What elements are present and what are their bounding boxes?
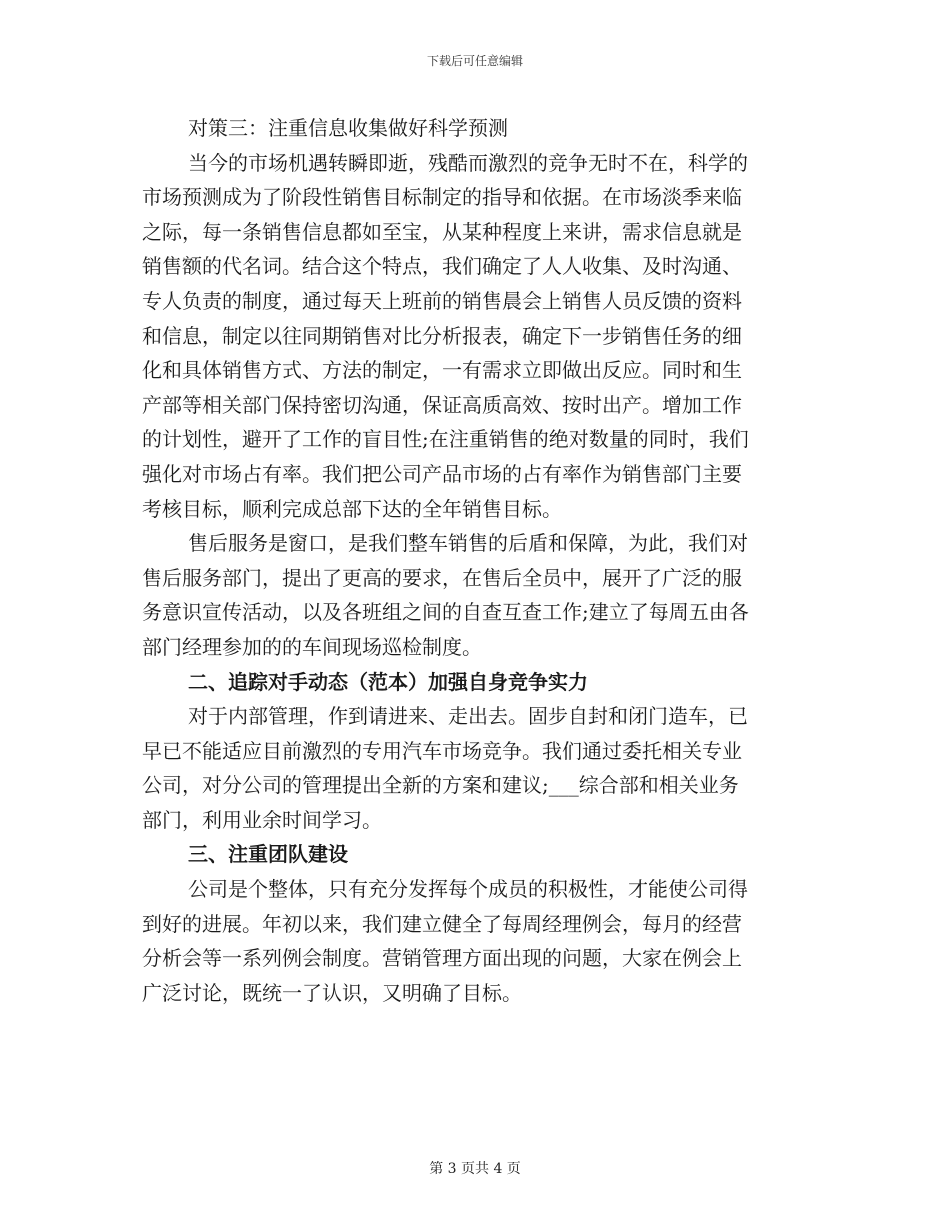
page-footer: 第 3 页共 4 页 (429, 1161, 521, 1177)
text-line: 公司是个整体，只有充分发挥每个成员的积极性，才能使公司得 (188, 877, 748, 902)
text-line: 化和具体销售方式、方法的制定，一有需求立即做出反应。同时和生 (142, 358, 742, 383)
text-line: 到好的进展。年初以来，我们建立健全了每周经理例会，每月的经营 (142, 911, 742, 936)
text-line: 专人负责的制度，通过每天上班前的销售晨会上销售人员反馈的资料 (142, 288, 742, 313)
text-line: 和信息，制定以往同期销售对比分析报表，确定下一步销售任务的细 (142, 323, 742, 348)
text-line: 强化对市场占有率。我们把公司产品市场的占有率作为销售部门主要 (142, 461, 742, 486)
text-line: 务意识宣传活动，以及各班组之间的自查互查工作;建立了每周五由各 (142, 600, 749, 625)
text-line: 部门，利用业余时间学习。 (142, 807, 382, 832)
text-line: 市场预测成为了阶段性销售目标制定的指导和依据。在市场淡季来临 (142, 185, 742, 210)
text-line: 对于内部管理，作到请进来、走出去。固步自封和闭门造车，已 (188, 704, 748, 729)
text-line: 之际，每一条销售信息都如至宝，从某种程度上来讲，需求信息就是 (142, 219, 742, 244)
section-heading: 三、注重团队建设 (188, 842, 348, 867)
text-line: 部门经理参加的的车间现场巡检制度。 (142, 634, 482, 659)
page-header: 下载后可任意编辑 (426, 54, 523, 68)
text-line: 售后服务部门，提出了更高的要求，在售后全员中，展开了广泛的服 (142, 565, 742, 590)
text-line: 产部等相关部门保持密切沟通，保证高质高效、按时出产。增加工作 (142, 392, 742, 417)
text-line: 售后服务是窗口，是我们整车销售的后盾和保障，为此，我们对 (188, 531, 748, 556)
text-line: 对策三：注重信息收集做好科学预测 (188, 116, 508, 140)
text-line: 的计划性，避开了工作的盲目性;在注重销售的绝对数量的同时，我们 (142, 427, 749, 452)
text-line: 公司，对分公司的管理提出全新的方案和建议;___综合部和相关业务 (142, 773, 739, 798)
text-line: 分析会等一系列例会制度。营销管理方面出现的问题，大家在例会上 (142, 946, 742, 971)
text-line: 当今的市场机遇转瞬即逝，残酷而激烈的竞争无时不在，科学的 (188, 150, 748, 175)
text-line: 广泛讨论，既统一了认识，又明确了目标。 (142, 980, 522, 1005)
text-line: 考核目标，顺利完成总部下达的全年销售目标。 (142, 496, 562, 521)
section-heading: 二、追踪对手动态（范本）加强自身竞争实力 (188, 669, 588, 694)
text-line: 销售额的代名词。结合这个特点，我们确定了人人收集、及时沟通、 (142, 254, 742, 279)
document-body (142, 111, 802, 1010)
text-line: 早已不能适应目前激烈的专用汽车市场竞争。我们通过委托相关专业 (142, 738, 742, 763)
